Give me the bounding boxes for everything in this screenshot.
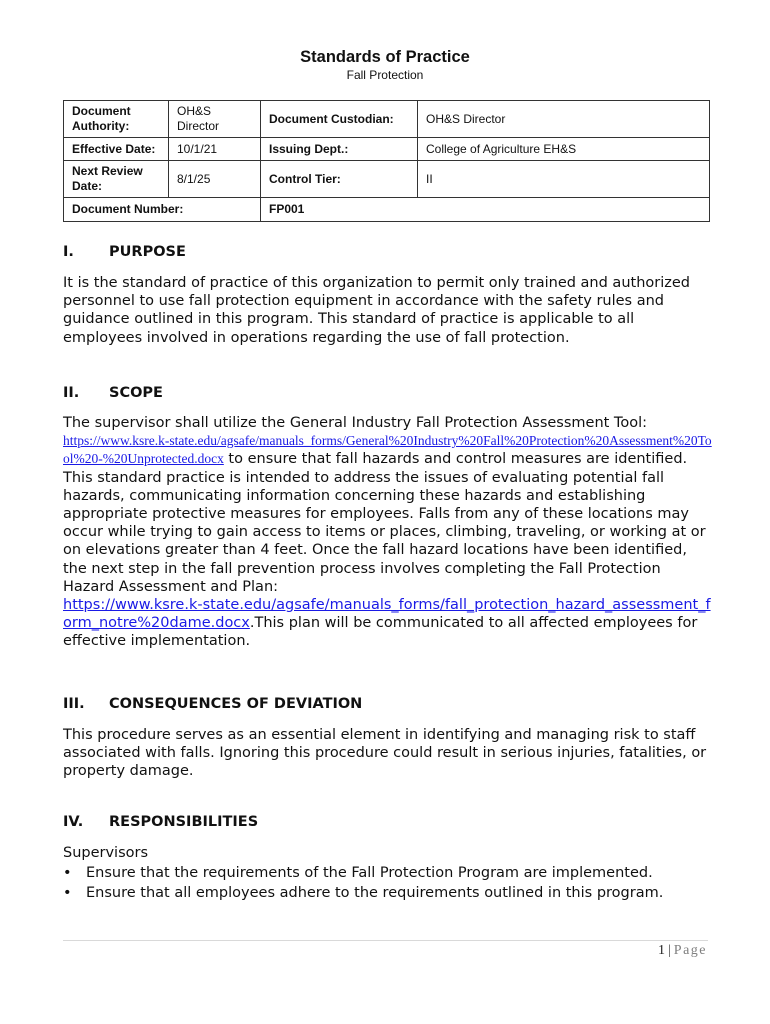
doc-authority-value: OH&S Director [169,101,261,138]
assessment-tool-link[interactable]: https://www.ksre.k-state.edu/agsafe/manuals_forms/General%20Industry%20Fall%20Protection%20Assessment%20Tool%20-%20Unprotected.docx [63,433,712,467]
effective-date-label: Effective Date: [64,138,169,161]
document-number-label: Document Number: [64,198,261,222]
purpose-paragraph [63,274,715,347]
section-title: CONSEQUENCES OF DEVIATION [109,696,363,712]
section-number: IV. [63,814,84,830]
effective-date-value: 10/1/21 [169,138,261,161]
document-number-value: FP001 [261,198,710,222]
footer-separator: | [667,943,671,958]
list-item-text: Ensure that all employees adhere to the requirements outlined in this program. [86,885,664,901]
scope-closing-text: .This plan will be communicated to all affected employees for effective implementation. [63,615,698,650]
section-number: II. [63,385,80,401]
page-number: 1 [657,943,665,958]
section-title: SCOPE [109,385,163,401]
control-tier-value: II [418,161,710,198]
scope-paragraph [63,414,715,651]
review-date-value: 8/1/25 [169,161,261,198]
issuing-dept-value: College of Agriculture EH&S [418,138,710,161]
section-number: I. [63,244,74,260]
issuing-dept-label: Issuing Dept.: [261,138,418,161]
section-heading-consequences [63,696,362,712]
bullet-icon: • [63,865,72,881]
footer-divider [63,940,708,941]
list-item [63,883,715,903]
section-heading-scope [63,385,163,401]
doc-authority-label: Document Authority: [64,101,169,138]
document-title: Standards of Practice [300,48,470,66]
review-date-label: Next Review Date: [64,161,169,198]
purpose-text: It is the standard of practice of this organization to permit only trained and authorized personnel to use fall protection equipment in accordance with the safety rules and guidance outlined in this program. This standard of practice is applicable to all employees involved in operations regarding the use of fall protection. [63,275,690,346]
supervisors-subheading: Supervisors [63,845,149,861]
consequences-text: This procedure serves as an essential element in identifying and managing risk to staff associated with falls. Ignoring this procedure could result in serious injuries, fatalities, or property damage. [63,727,707,780]
section-heading-responsibilities [63,814,258,830]
list-item [63,863,715,883]
custodian-label: Document Custodian: [261,101,418,138]
list-item-text: Ensure that the requirements of the Fall Protection Program are implemented. [86,865,653,881]
scope-body-text: to ensure that fall hazards and control measures are identified. This standard practice is intended to address the issues of evaluating potential fall hazards, communicating information concerning these hazards and establishing appropriate protective measures for employees. Falls from any of these locations may occur while trying to gain access to items or places, climbing, traveling, or working at or on elevations greater than 4 feet. Once the fall hazard locations have been identified, the next step in the fall prevention process involves completing the Fall Protection Hazard Assessment and Plan: [63,451,706,595]
page-footer [658,943,707,959]
document-subtitle: Fall Protection [346,68,424,82]
bullet-icon: • [63,885,72,901]
section-number: III. [63,696,85,712]
custodian-value: OH&S Director [418,101,710,138]
section-title: PURPOSE [109,244,186,260]
control-tier-label: Control Tier: [261,161,418,198]
consequences-paragraph [63,726,715,781]
section-title: RESPONSIBILITIES [109,814,259,830]
document-info-table [63,100,710,222]
page-word: Page [673,943,707,958]
hazard-assessment-form-link[interactable]: https://www.ksre.k-state.edu/agsafe/manuals_forms/fall_protection_hazard_assessment_form_notre%20dame.docx [63,597,711,632]
section-heading-purpose [63,244,186,260]
scope-intro-text: The supervisor shall utilize the General Industry Fall Protection Assessment Tool: [63,415,647,431]
responsibilities-list [63,843,715,903]
